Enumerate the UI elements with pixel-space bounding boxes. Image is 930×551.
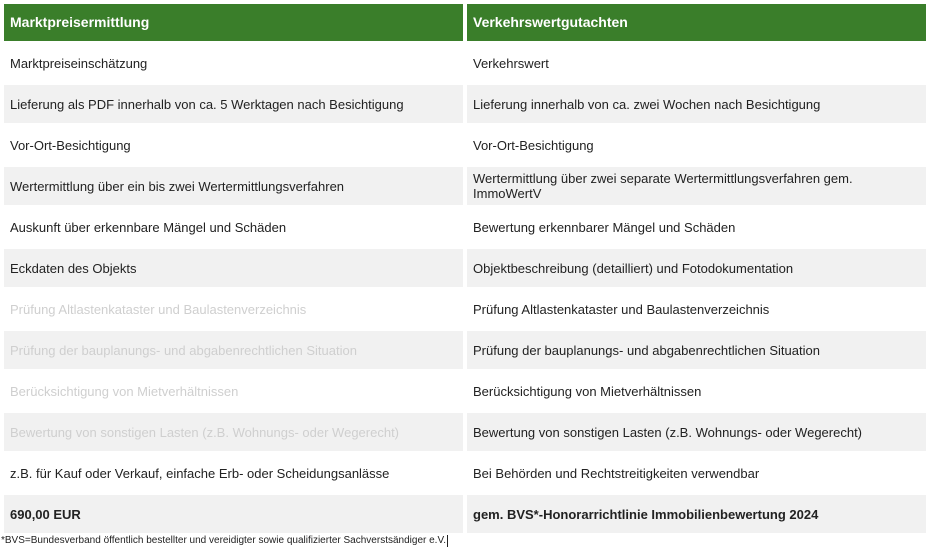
price-right-cell: gem. BVS*-Honorarrichtlinie Immobilienbewertung 2024 xyxy=(467,495,926,533)
right-cell: Bei Behörden und Rechtstreitigkeiten verwendbar xyxy=(467,454,926,492)
left-cell: Marktpreiseinschätzung xyxy=(4,44,463,82)
table-row xyxy=(4,249,926,287)
comparison-table xyxy=(4,4,926,536)
table-row xyxy=(4,372,926,410)
header-verkehrswertgutachten: Verkehrswertgutachten xyxy=(467,4,926,41)
right-cell: Berücksichtigung von Mietverhältnissen xyxy=(467,372,926,410)
table-row xyxy=(4,454,926,492)
right-cell: Wertermittlung über zwei separate Wertermittlungsverfahren gem. ImmoWertV xyxy=(467,167,926,205)
left-cell-unavailable: Prüfung Altlastenkataster und Baulastenverzeichnis xyxy=(4,290,463,328)
table-row xyxy=(4,44,926,82)
table-row xyxy=(4,167,926,205)
table-row xyxy=(4,290,926,328)
price-left-cell: 690,00 EUR xyxy=(4,495,463,533)
table-header-row xyxy=(4,4,926,41)
text-caret xyxy=(447,535,448,547)
right-cell: Bewertung von sonstigen Lasten (z.B. Wohnungs- oder Wegerecht) xyxy=(467,413,926,451)
footnote-text: *BVS=Bundesverband öffentlich bestellter und vereidigter sowie qualifizierter Sachverstsändiger e.V. xyxy=(1,535,446,546)
right-cell: Objektbeschreibung (detailliert) und Fotodokumentation xyxy=(467,249,926,287)
left-cell: Lieferung als PDF innerhalb von ca. 5 Werktagen nach Besichtigung xyxy=(4,85,463,123)
price-row xyxy=(4,495,926,533)
right-cell: Verkehrswert xyxy=(467,44,926,82)
table-row xyxy=(4,85,926,123)
left-cell: Auskunft über erkennbare Mängel und Schäden xyxy=(4,208,463,246)
table-row xyxy=(4,413,926,451)
left-cell: Wertermittlung über ein bis zwei Wertermittlungsverfahren xyxy=(4,167,463,205)
right-cell: Prüfung Altlastenkataster und Baulastenverzeichnis xyxy=(467,290,926,328)
left-cell: z.B. für Kauf oder Verkauf, einfache Erb- oder Scheidungsanlässe xyxy=(4,454,463,492)
left-cell-unavailable: Berücksichtigung von Mietverhältnissen xyxy=(4,372,463,410)
right-cell: Bewertung erkennbarer Mängel und Schäden xyxy=(467,208,926,246)
table-row xyxy=(4,126,926,164)
table-row xyxy=(4,208,926,246)
left-cell: Vor-Ort-Besichtigung xyxy=(4,126,463,164)
right-cell: Lieferung innerhalb von ca. zwei Wochen nach Besichtigung xyxy=(467,85,926,123)
header-marktpreisermittlung: Marktpreisermittlung xyxy=(4,4,463,41)
right-cell: Prüfung der bauplanungs- und abgabenrechtlichen Situation xyxy=(467,331,926,369)
footnote xyxy=(1,535,448,547)
table-row xyxy=(4,331,926,369)
left-cell-unavailable: Prüfung der bauplanungs- und abgabenrechtlichen Situation xyxy=(4,331,463,369)
left-cell-unavailable: Bewertung von sonstigen Lasten (z.B. Wohnungs- oder Wegerecht) xyxy=(4,413,463,451)
left-cell: Eckdaten des Objekts xyxy=(4,249,463,287)
right-cell: Vor-Ort-Besichtigung xyxy=(467,126,926,164)
